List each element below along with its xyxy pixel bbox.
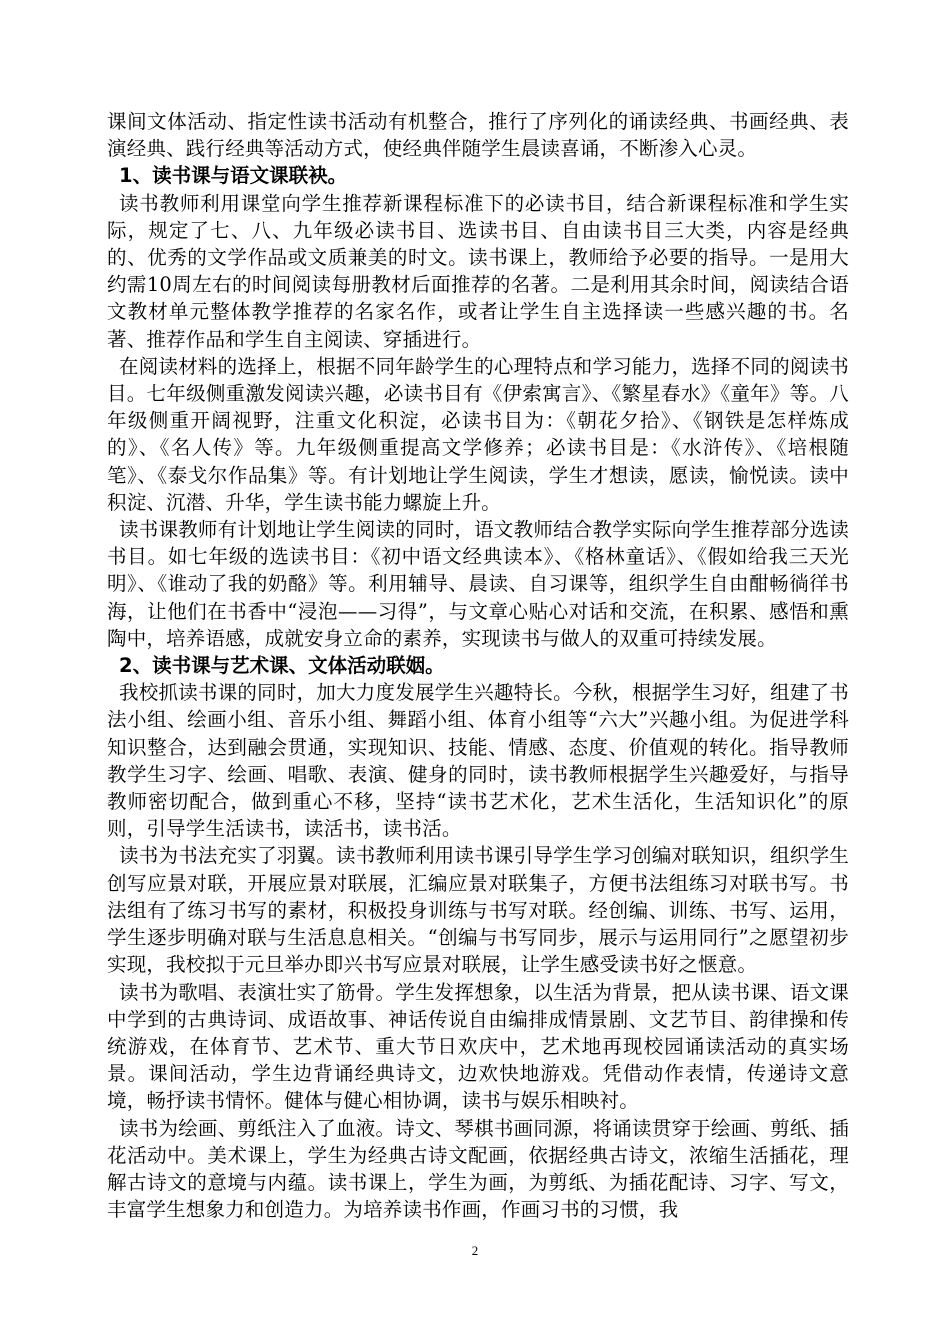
section-heading-1: 1、读书课与语文课联袂。 xyxy=(119,164,348,188)
paragraph-reading-teacher: 读书教师利用课堂向学生推荐新课程标准下的必读书目，结合新课程标准和学生实际，规定了七、八、九年级必读书目、选读书目、自由读书目三大类，内容是经典的、优秀的文学作品或文质兼美的时文。读书课上，教师给予必要的指导。一是用大约需10周左右的时间阅读每册教材后面推荐的名著。二是利用其余时间，阅读结合语文教材单元整体教学推荐的名家名作，或者让学生自主选择读一些感兴趣的书。名著、推荐作品和学生自主阅读、穿插进行。 xyxy=(107,191,849,351)
paragraph-calligraphy: 读书为书法充实了羽翼。读书教师利用读书课引导学生学习创编对联知识，组织学生创写应景对联，开展应景对联展，汇编应景对联集子，方便书法组练习对联书写。书法组有了练习书写的素材，积极投身训练与书写对联。经创编、训练、书写、运用，学生逐步明确对联与生活息息相关。“创编与书写同步，展示与运用同行”之愿望初步实现，我校拟于元旦举办即兴书写应景对联展，让学生感受读书好之惬意。 xyxy=(107,844,849,977)
section-heading-2: 2、读书课与艺术课、文体活动联姻。 xyxy=(119,654,445,678)
paragraph-elective-books: 读书课教师有计划地让学生阅读的同时，语文教师结合教学实际向学生推荐部分选读书目。如七年级的选读书目：《初中语文经典读本》、《格林童话》、《假如给我三天光明》、《谁动了我的奶酪》等。利用辅导、晨读、自习课等，组织学生自由酣畅徜徉书海，让他们在书香中“浸泡——习得”，与文章心贴心对话和交流，在积累、感悟和熏陶中，培养语感，成就安身立命的素养，实现读书与做人的双重可持续发展。 xyxy=(107,518,849,650)
paragraph-painting-papercut: 读书为绘画、剪纸注入了血液。诗文、琴棋书画同源，将诵读贯穿于绘画、剪纸、插花活动中。美术课上，学生为经典古诗文配画，依据经典古诗文，浓缩生活插花，理解古诗文的意境与内蕴。读书课上，学生为画，为剪纸、为插花配诗、习字、写文，丰富学生想象力和创造力。为培养读书作画，作画习书的习惯，我 xyxy=(107,1116,849,1222)
page-number: 2 xyxy=(471,1243,479,1258)
document-page-body xyxy=(107,108,849,1223)
paragraph-singing-performance: 读书为歌唱、表演壮实了筋骨。学生发挥想象，以生活为背景，把从读书课、语文课中学到的古典诗词、成语故事、神话传说自由编排成情景剧、文艺节目、韵律操和传统游戏，在体育节、艺术节、重大节日欢庆中，艺术地再现校园诵读活动的真实场景。课间活动，学生边背诵经典诗文，边欢快地游戏。凭借动作表情，传递诗文意境，畅抒读书情怀。健体与健心相协调，读书与娱乐相映衬。 xyxy=(107,980,849,1113)
paragraph-reading-selection: 在阅读材料的选择上，根据不同年龄学生的心理特点和学习能力，选择不同的阅读书目。七年级侧重激发阅读兴趣，必读书目有《伊索寓言》、《繁星春水》《童年》等。八年级侧重开阔视野，注重文化积淀，必读书目为：《朝花夕拾》、《钢铁是怎样炼成的》、《名人传》等。九年级侧重提高文学修养；必读书目是：《水浒传》、《培根随笔》、《泰戈尔作品集》等。有计划地让学生阅读，学生才想读，愿读，愉悦读。读中积淀、沉潜、升华，学生读书能力螺旋上升。 xyxy=(107,354,849,514)
paragraph-continuation: 课间文体活动、指定性读书活动有机整合，推行了序列化的诵读经典、书画经典、表演经典、践行经典等活动方式，使经典伴随学生晨读喜诵，不断渗入心灵。 xyxy=(107,110,849,161)
paragraph-interest-groups: 我校抓读书课的同时，加大力度发展学生兴趣特长。今秋，根据学生习好，组建了书法小组、绘画小组、音乐小组、舞蹈小组、体育小组等“六大”兴趣小组。为促进学科知识整合，达到融会贯通，实现知识、技能、情感、态度、价值观的转化。指导教师教学生习字、绘画、唱歌、表演、健身的同时，读书教师根据学生兴趣爱好，与指导教师密切配合，做到重心不移，坚持“读书艺术化，艺术生活化，生活知识化”的原则，引导学生活读书，读活书，读书活。 xyxy=(107,681,849,841)
